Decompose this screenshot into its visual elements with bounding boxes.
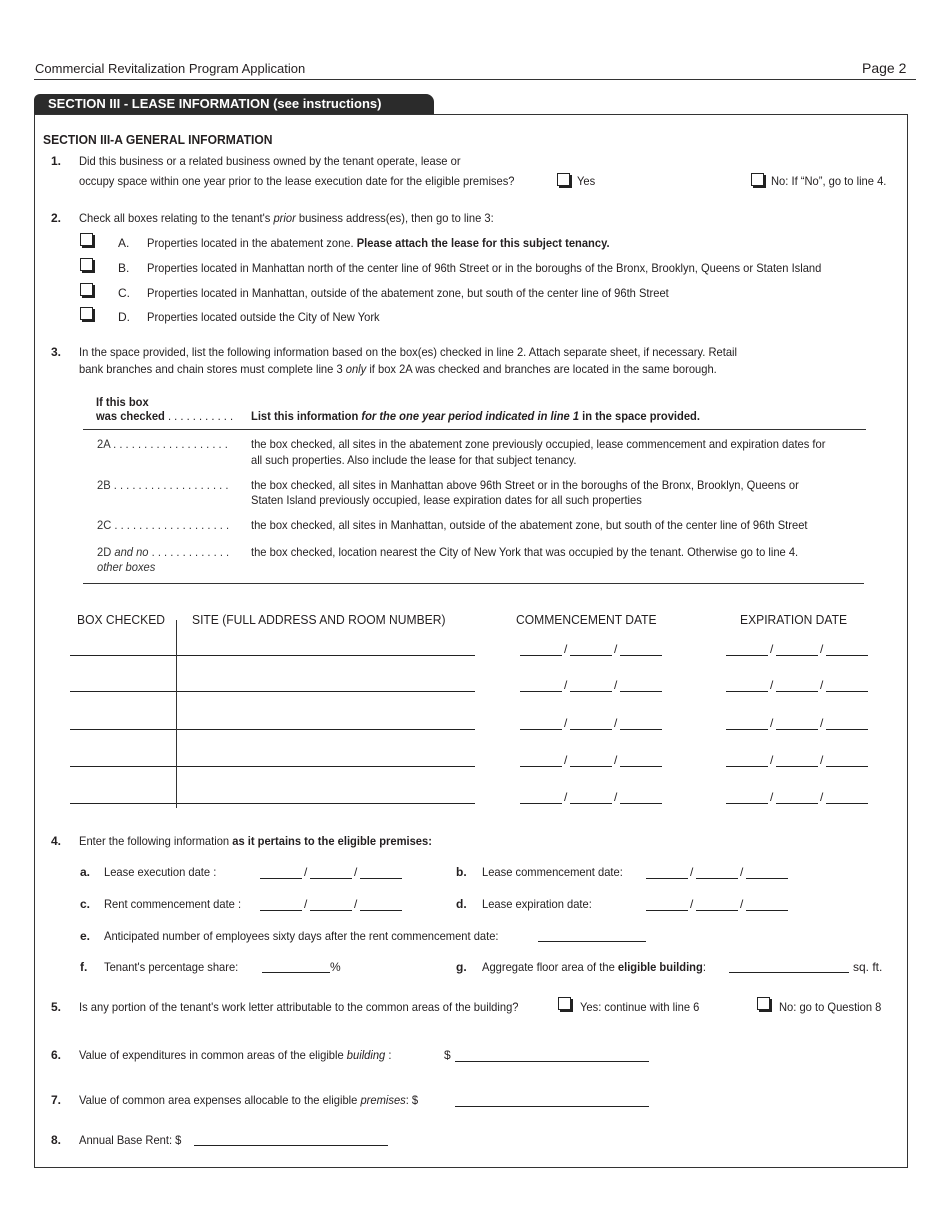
section-tab: SECTION III - LEASE INFORMATION (see instructions)	[34, 94, 434, 114]
q4e-label: Anticipated number of employees sixty days after the rent commencement date:	[104, 929, 499, 943]
date-segment[interactable]	[310, 910, 352, 911]
q4a-letter: a.	[80, 865, 91, 879]
table-head-left-2: was checked . . . . . . . . . . .	[96, 409, 234, 423]
q4b-letter: b.	[456, 865, 467, 879]
table-bottom-rule	[83, 583, 864, 584]
q1-line1: Did this business or a related business owned by the tenant operate, lease or	[79, 154, 461, 168]
q3-number: 3.	[51, 345, 62, 359]
grid-box-checked-field[interactable]	[70, 766, 176, 767]
date-segment[interactable]	[620, 691, 662, 692]
q4b-label: Lease commencement date:	[482, 865, 623, 879]
q1-number: 1.	[51, 154, 62, 168]
q6-number: 6.	[51, 1048, 62, 1062]
date-segment[interactable]	[776, 655, 818, 656]
date-segment[interactable]	[776, 803, 818, 804]
q2b-checkbox[interactable]	[80, 258, 93, 271]
date-segment[interactable]	[726, 803, 768, 804]
date-segment[interactable]	[826, 655, 868, 656]
table-head-right: List this information for the one year period indicated in line 1 in the space provided.	[251, 409, 700, 423]
page-number: Page 2	[862, 60, 907, 76]
q7-text: Value of common area expenses allocable to the eligible premises: $	[79, 1093, 419, 1107]
date-segment[interactable]	[260, 910, 302, 911]
q1-line2: occupy space within one year prior to the lease execution date for the eligible premises?	[79, 174, 515, 188]
q3-line1: In the space provided, list the following information based on the box(es) checked in line 2. Attach separate sheet, if necessary. Retail	[79, 345, 737, 359]
q2-intro: Check all boxes relating to the tenant's prior business address(es), then go to line 3:	[79, 211, 494, 225]
q4g-field[interactable]	[729, 972, 849, 973]
date-segment[interactable]	[746, 910, 788, 911]
date-segment[interactable]	[570, 766, 612, 767]
grid-divider	[176, 620, 177, 808]
row-2d-key2: other boxes	[97, 560, 156, 574]
date-segment[interactable]	[520, 803, 562, 804]
date-separator: /	[820, 716, 824, 730]
date-separator: /	[820, 678, 824, 692]
q4f-suffix: %	[330, 960, 341, 974]
q1-yes-checkbox[interactable]	[557, 173, 570, 186]
table-head-left-1: If this box	[96, 395, 149, 409]
q4g-letter: g.	[456, 960, 467, 974]
date-segment[interactable]	[520, 655, 562, 656]
q8-text: Annual Base Rent: $	[79, 1133, 182, 1147]
date-segment[interactable]	[360, 910, 402, 911]
date-separator: /	[690, 897, 694, 911]
date-separator: /	[564, 790, 568, 804]
date-segment[interactable]	[360, 878, 402, 879]
date-segment[interactable]	[520, 766, 562, 767]
grid-site-field[interactable]	[177, 729, 475, 730]
date-segment[interactable]	[696, 910, 738, 911]
q2d-text: Properties located outside the City of New York	[147, 310, 380, 324]
date-separator: /	[564, 753, 568, 767]
date-segment[interactable]	[776, 729, 818, 730]
date-segment[interactable]	[776, 691, 818, 692]
grid-header-commence: COMMENCEMENT DATE	[516, 612, 657, 627]
date-segment[interactable]	[520, 691, 562, 692]
grid-box-checked-field[interactable]	[70, 691, 176, 692]
q4e-field[interactable]	[538, 941, 646, 942]
q2-number: 2.	[51, 211, 62, 225]
q4e-letter: e.	[80, 929, 91, 943]
grid-header-expire: EXPIRATION DATE	[740, 612, 848, 627]
date-segment[interactable]	[570, 655, 612, 656]
date-separator: /	[354, 897, 358, 911]
date-segment[interactable]	[570, 691, 612, 692]
date-separator: /	[354, 865, 358, 879]
q4-number: 4.	[51, 834, 62, 848]
q1-no-label: No: If “No”, go to line 4.	[771, 174, 887, 188]
q1-no-checkbox[interactable]	[751, 173, 764, 186]
date-segment[interactable]	[620, 729, 662, 730]
q4-intro: Enter the following information as it pertains to the eligible premises:	[79, 834, 432, 848]
q4g-label: Aggregate floor area of the eligible building:	[482, 960, 706, 974]
q4f-label: Tenant's percentage share:	[104, 960, 239, 974]
date-separator: /	[770, 790, 774, 804]
date-separator: /	[614, 753, 618, 767]
q2c-checkbox[interactable]	[80, 283, 93, 296]
row-2c-line1: the box checked, all sites in Manhattan, outside of the abatement zone, but south of the center line of 96th Street	[251, 518, 808, 532]
q5-yes-checkbox[interactable]	[558, 997, 571, 1010]
row-2a-key: 2A . . . . . . . . . . . . . . . . . . .	[97, 437, 228, 451]
q3-line2: bank branches and chain stores must complete line 3 only if box 2A was checked and branches are located in the same borough.	[79, 362, 717, 376]
q5-number: 5.	[51, 1000, 62, 1014]
q2c-letter: C.	[118, 286, 130, 300]
date-separator: /	[614, 642, 618, 656]
date-segment[interactable]	[646, 910, 688, 911]
grid-box-checked-field[interactable]	[70, 729, 176, 730]
grid-site-field[interactable]	[177, 655, 475, 656]
date-separator: /	[770, 678, 774, 692]
date-separator: /	[564, 716, 568, 730]
date-segment[interactable]	[826, 803, 868, 804]
date-separator: /	[740, 897, 744, 911]
date-separator: /	[820, 753, 824, 767]
date-segment[interactable]	[726, 691, 768, 692]
date-separator: /	[770, 716, 774, 730]
grid-header-box: BOX CHECKED	[77, 612, 166, 627]
grid-site-field[interactable]	[177, 766, 475, 767]
date-separator: /	[304, 897, 308, 911]
row-2c-key: 2C . . . . . . . . . . . . . . . . . . .	[97, 518, 230, 532]
q2a-checkbox[interactable]	[80, 233, 93, 246]
date-segment[interactable]	[260, 878, 302, 879]
grid-header-site: SITE (FULL ADDRESS AND ROOM NUMBER)	[192, 612, 446, 627]
date-segment[interactable]	[520, 729, 562, 730]
grid-box-checked-field[interactable]	[70, 803, 176, 804]
date-segment[interactable]	[310, 878, 352, 879]
date-segment[interactable]	[620, 655, 662, 656]
date-segment[interactable]	[726, 766, 768, 767]
date-separator: /	[614, 716, 618, 730]
q2d-letter: D.	[118, 310, 130, 324]
date-separator: /	[690, 865, 694, 879]
date-separator: /	[770, 642, 774, 656]
date-segment[interactable]	[826, 729, 868, 730]
row-2b-line1: the box checked, all sites in Manhattan above 96th Street or in the boroughs of the Bronx, Brooklyn, Queens or	[251, 478, 799, 492]
date-separator: /	[564, 642, 568, 656]
date-segment[interactable]	[570, 803, 612, 804]
q4c-label: Rent commencement date :	[104, 897, 242, 911]
form-title: Commercial Revitalization Program Application	[35, 61, 306, 76]
q6-dollar: $	[444, 1048, 451, 1062]
q8-number: 8.	[51, 1133, 62, 1147]
q2a-text: Properties located in the abatement zone. Please attach the lease for this subject tenancy.	[147, 236, 610, 250]
q2c-text: Properties located in Manhattan, outside of the abatement zone, but south of the center line of 96th Street	[147, 286, 669, 300]
date-segment[interactable]	[776, 766, 818, 767]
date-segment[interactable]	[746, 878, 788, 879]
q4d-letter: d.	[456, 897, 467, 911]
grid-box-checked-field[interactable]	[70, 655, 176, 656]
q4f-field[interactable]	[262, 972, 330, 973]
q5-yes-label: Yes: continue with line 6	[580, 1000, 700, 1014]
header-rule	[34, 79, 916, 80]
row-2b-key: 2B . . . . . . . . . . . . . . . . . . .	[97, 478, 229, 492]
q4d-label: Lease expiration date:	[482, 897, 592, 911]
date-separator: /	[564, 678, 568, 692]
q4g-suffix: sq. ft.	[853, 960, 883, 974]
date-segment[interactable]	[726, 729, 768, 730]
date-separator: /	[820, 790, 824, 804]
row-2d-line1: the box checked, location nearest the City of New York that was occupied by the tenant. Otherwise go to line 4.	[251, 545, 799, 559]
row-2d-key: 2D and no . . . . . . . . . . . . .	[97, 545, 230, 559]
q6-text: Value of expenditures in common areas of the eligible building :	[79, 1048, 392, 1062]
row-2a-line1: the box checked, all sites in the abatement zone previously occupied, lease commencement and expiration dates for	[251, 437, 826, 451]
q4a-label: Lease execution date :	[104, 865, 217, 879]
date-segment[interactable]	[570, 729, 612, 730]
q2d-checkbox[interactable]	[80, 307, 93, 320]
date-separator: /	[770, 753, 774, 767]
q5-no-checkbox[interactable]	[757, 997, 770, 1010]
q2a-letter: A.	[118, 236, 130, 250]
q7-number: 7.	[51, 1093, 62, 1107]
grid-site-field[interactable]	[177, 803, 475, 804]
subsection-title: SECTION III-A GENERAL INFORMATION	[43, 132, 273, 147]
q2b-letter: B.	[118, 261, 130, 275]
date-separator: /	[304, 865, 308, 879]
date-segment[interactable]	[826, 691, 868, 692]
grid-site-field[interactable]	[177, 691, 475, 692]
date-segment[interactable]	[620, 803, 662, 804]
q7-field[interactable]	[455, 1106, 649, 1107]
date-segment[interactable]	[646, 878, 688, 879]
date-segment[interactable]	[620, 766, 662, 767]
q6-field[interactable]	[455, 1061, 649, 1062]
q5-text: Is any portion of the tenant's work letter attributable to the common areas of the building?	[79, 1000, 519, 1014]
q1-yes-label: Yes	[577, 174, 596, 188]
date-separator: /	[614, 678, 618, 692]
q4c-letter: c.	[80, 897, 91, 911]
row-2b-line2: Staten Island previously occupied, lease expiration dates for all such properties	[251, 493, 642, 507]
q2b-text: Properties located in Manhattan north of the center line of 96th Street or in the boroughs of the Bronx, Brooklyn, Queens or Staten Island	[147, 261, 822, 275]
date-segment[interactable]	[696, 878, 738, 879]
date-segment[interactable]	[726, 655, 768, 656]
date-separator: /	[820, 642, 824, 656]
date-segment[interactable]	[826, 766, 868, 767]
q5-no-label: No: go to Question 8	[779, 1000, 882, 1014]
row-2a-line2: all such properties. Also include the lease for that subject tenancy.	[251, 453, 577, 467]
q8-field[interactable]	[194, 1145, 388, 1146]
date-separator: /	[740, 865, 744, 879]
table-head-rule	[83, 429, 866, 430]
date-separator: /	[614, 790, 618, 804]
q4f-letter: f.	[80, 960, 88, 974]
